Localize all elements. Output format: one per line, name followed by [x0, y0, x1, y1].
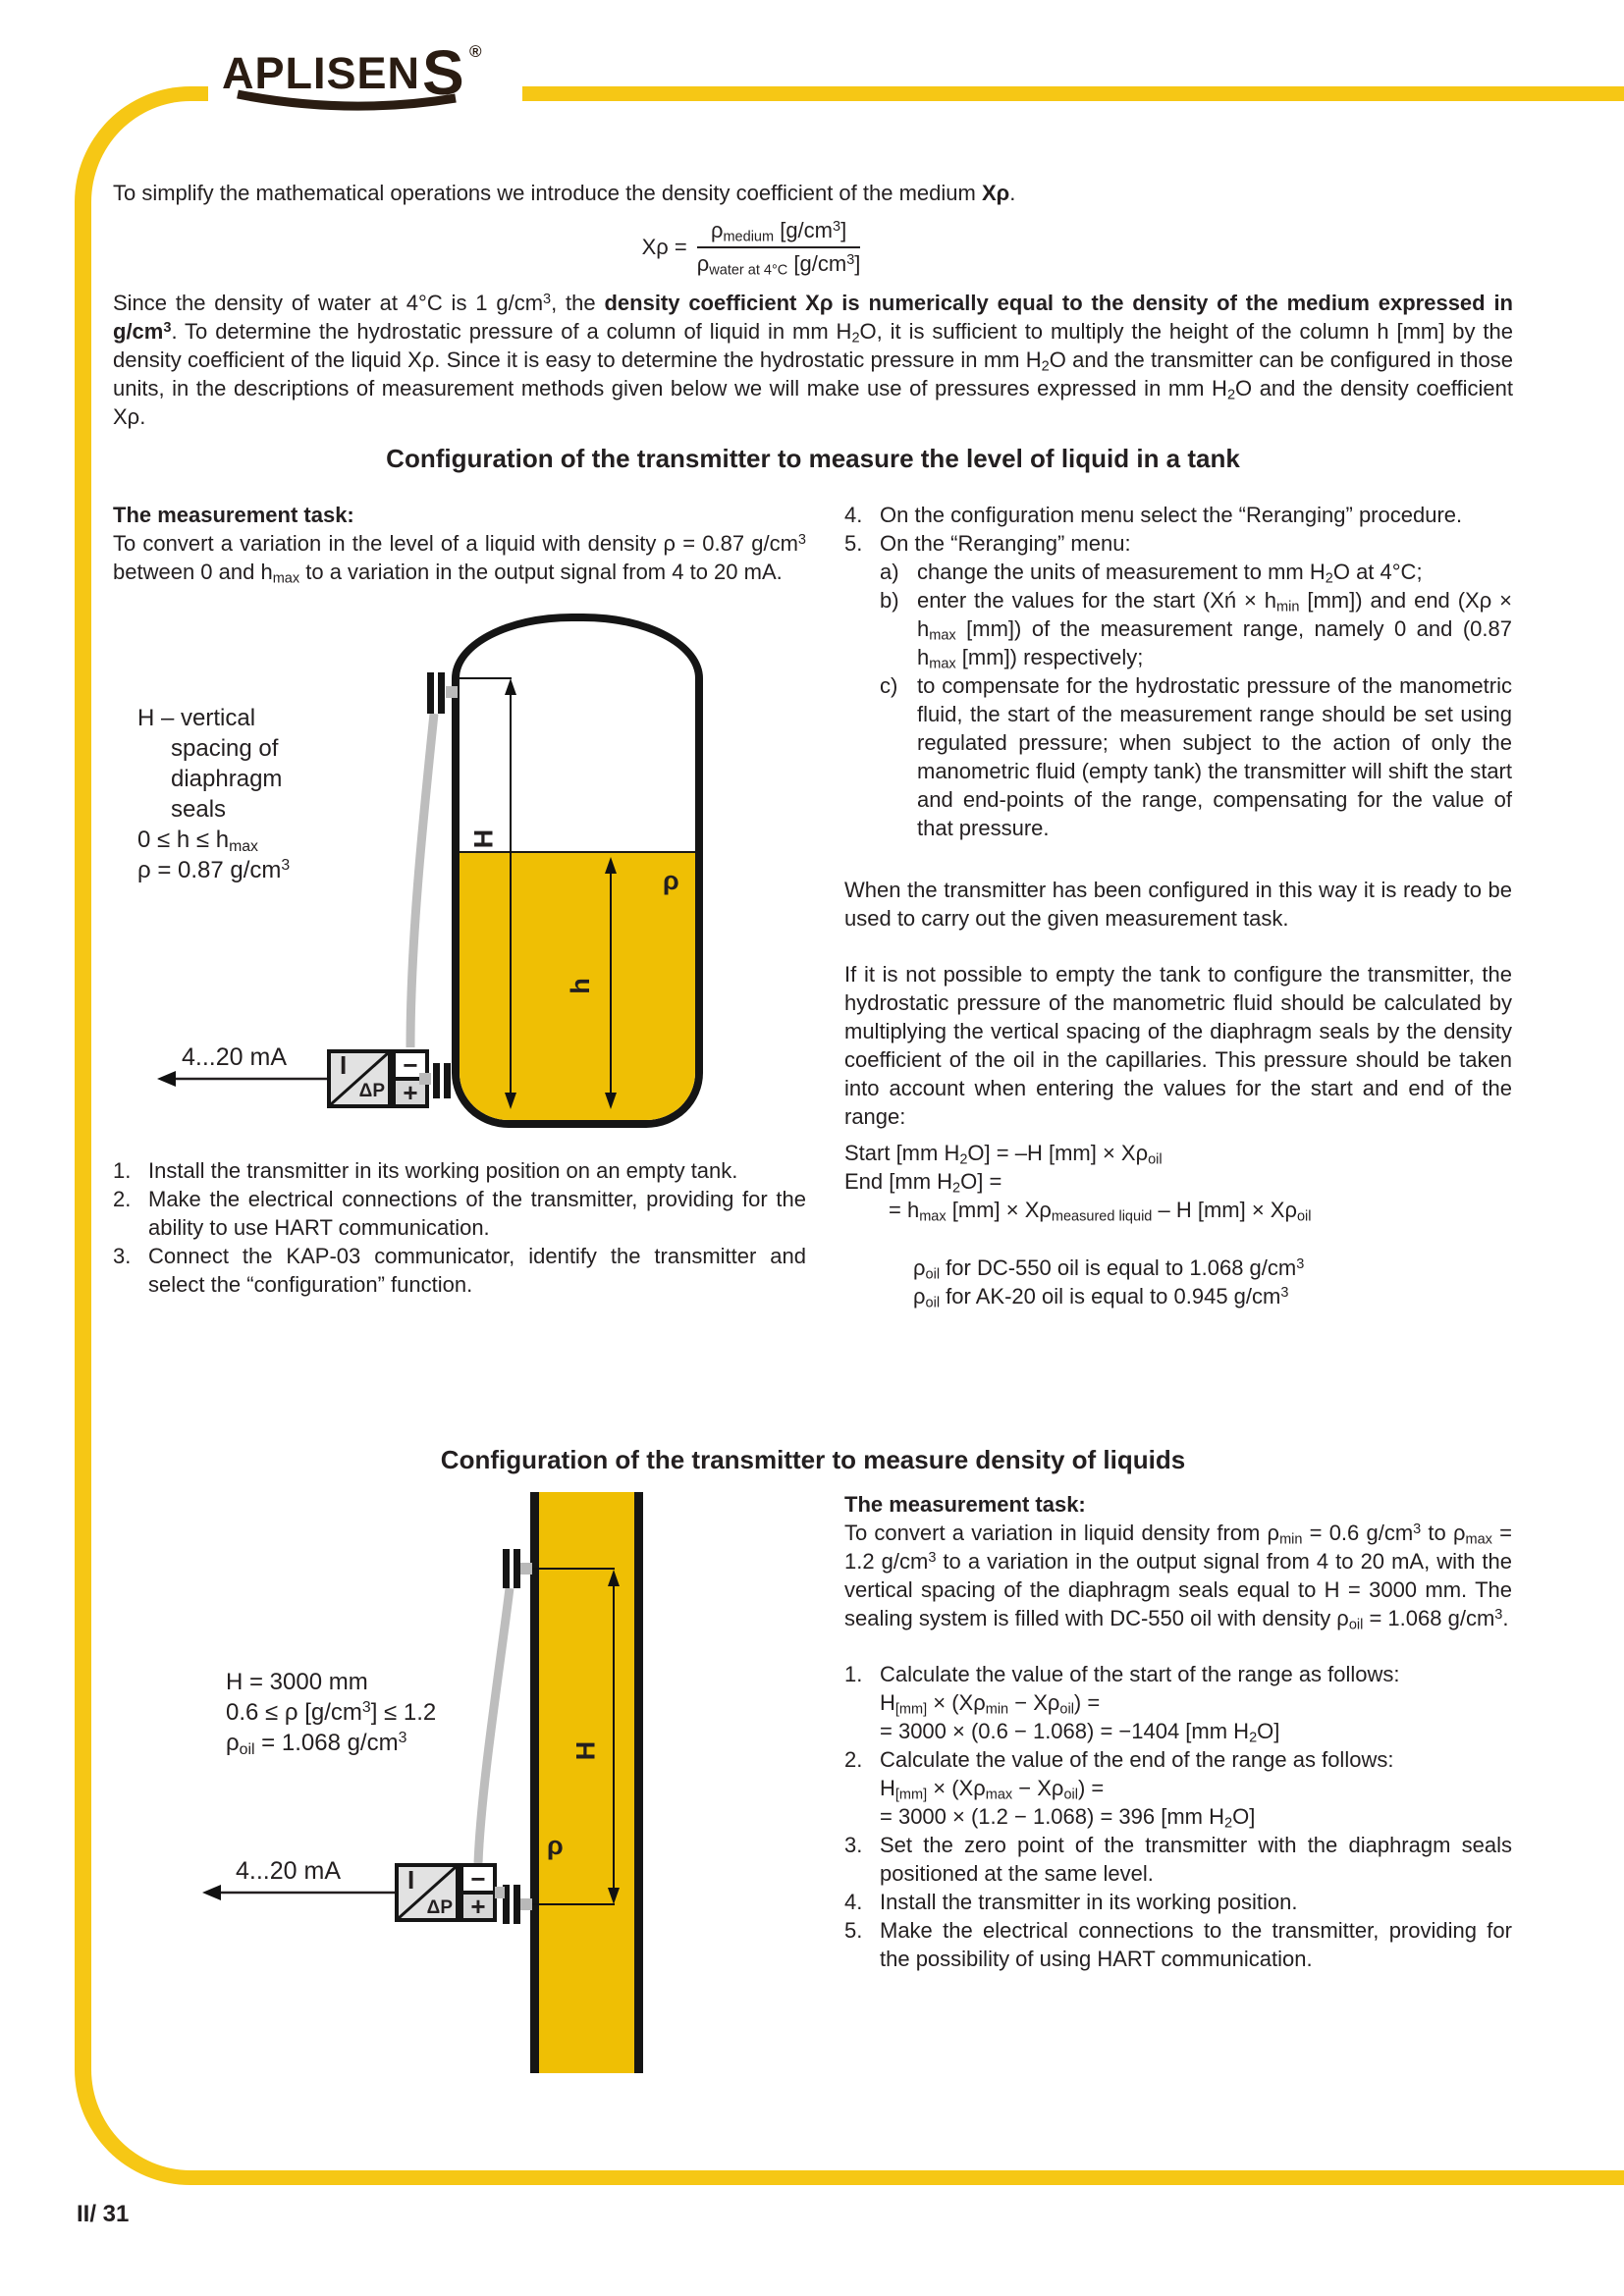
flange-stub — [520, 1563, 532, 1575]
flange-stub — [446, 686, 458, 698]
note-line: H – vertical — [137, 705, 256, 731]
item-text: Install the transmitter in its working position. — [880, 1890, 1298, 1914]
task-label: The measurement task: — [844, 1492, 1086, 1517]
dimension-H-label: H — [570, 1740, 601, 1761]
transmitter-current-label: I — [407, 1865, 415, 1895]
oil-density-label: $\rho_{oil} = 1.068$ $g/cm^3$ — [226, 1730, 407, 1758]
item-text: On the configuration menu select the “Reranging” procedure. — [880, 503, 1463, 527]
item-number: 1. — [113, 1158, 132, 1183]
lower-seal-flange-icon — [514, 1885, 520, 1924]
plus-port — [463, 1891, 493, 1921]
transmitter-symbol — [395, 1863, 460, 1922]
minus-sign: − — [470, 1863, 486, 1894]
logo-text: APLISEN — [222, 48, 421, 98]
section1-left-column — [113, 501, 806, 1299]
density-diagram-lines — [113, 1492, 806, 2106]
density-rho-label: ρ — [663, 866, 679, 895]
item-text: Calculate the value of the start of the range as follows: $H_{[mm]} \times (X\rho_{min} - X\rho_{oil})$ = = 3000 × (0.6 − 1.068) = −1404 [mm $H_2O$] — [880, 1662, 1400, 1746]
capillary-tube — [410, 714, 434, 1047]
paragraph-not-possible: If it is not possible to empty the tank to configure the transmitter, the hydrostatic pressure of the manometric fluid should be calculated by multiplying the vertical spacing of the diaphragm seals by the density coefficient of the oil in the capillaries. This pressure should be taken into account when entering the values for the start and end of the range: — [844, 962, 1512, 1129]
section1-heading: Configuration of the transmitter to measure the level of liquid in a tank — [386, 444, 1240, 473]
dimension-H-label: H — [468, 828, 499, 849]
steps-1-5 — [844, 1660, 1512, 1973]
note-line: seals — [171, 796, 227, 823]
task-text: To convert a variation in liquid density from $\rho_{min} = 0.6$ $g/cm^3$ to $\rho_{max} = 1.2$ $g/cm^3$ to a variation in the output signal from 4 to 20 mA, with the vertical spacing of the diaphragm seals equal to H = 3000 mm. The sealing system is filled with DC-550 oil with density $\rho_{oil} = 1.068$ $g/cm^3$. — [844, 1521, 1512, 1633]
transmitter-current-label: I — [340, 1050, 348, 1080]
flange-stub — [495, 1887, 505, 1898]
end-formula-line1: End [mm $H_2O$] = — [844, 1169, 1002, 1197]
task-text: To convert a variation in the level of a liquid with density ρ = 0.87 $g/cm^3$ between 0 and $h_{max}$ to a variation in the output signal from 4 to 20 mA. — [113, 531, 806, 587]
diagram-note — [226, 1667, 436, 1758]
task-label: The measurement task: — [113, 503, 354, 527]
note-line: spacing of — [171, 735, 279, 762]
item-text: Make the electrical connections to the transmitter, providing for the possibility of using HART communication. — [880, 1918, 1512, 1971]
item-number: 5. — [844, 531, 863, 556]
flange-stub — [520, 1898, 532, 1910]
start-formula: Start [mm $H_2O] = -H$ $[mm] \times X\rho_{oil}$ — [844, 1141, 1163, 1168]
density-diagram — [113, 1492, 806, 2106]
oil-density-ak20: $\rho_{oil}$ for AK-20 oil is equal to 0.945 $g/cm^3$ — [913, 1284, 1289, 1311]
list-item — [844, 1745, 1512, 1831]
H-value-label: H = 3000 mm — [226, 1669, 368, 1695]
density-explanation-paragraph: Since the density of water at 4°C is 1 $g/cm^3$, the density coefficient Xρ is numerically equal to the density of the medium expressed in $g/cm^3$. To determine the hydrostatic pressure of a column of liquid in mm $H_2O$, it is sufficient to multiply the height of the column h [mm] by the density coefficient of the liquid Xρ. Since it is easy to determine the hydrostatic pressure in mm $H_2O$ and the transmitter can be configured in those units, in the descriptions of measurement methods given below we will make use of pressures expressed in mm $H_2O$ and the density coefficient Xρ. — [113, 291, 1513, 429]
item-letter: c) — [880, 673, 898, 698]
list-item — [113, 1242, 806, 1299]
transmitter-dp-label: ΔP — [426, 1897, 453, 1918]
item-number: 5. — [844, 1918, 863, 1943]
section2-right-column — [844, 1490, 1512, 1973]
list-item — [844, 529, 1512, 558]
dimension-h-label: h — [565, 978, 595, 994]
density-value-label: ρ = 0.87 $g/cm^3$ — [137, 857, 291, 883]
item-text: Connect the KAP-03 communicator, identify the transmitter and select the “configuration” function. — [148, 1244, 806, 1297]
minus-sign: − — [403, 1049, 418, 1080]
item-letter: b) — [880, 588, 899, 613]
seal-flange-icon — [427, 672, 434, 714]
signal-label: 4...20 mA — [236, 1857, 341, 1885]
item-text: Set the zero point of the transmitter with the diaphragm seals positioned at the same level. — [880, 1833, 1512, 1886]
formula-fraction — [697, 218, 861, 277]
logo-text-s: S — [422, 37, 464, 108]
formula-numerator: $\rho_{medium}$ $[g/cm^3]$ — [697, 218, 861, 248]
item-number: 3. — [844, 1833, 863, 1857]
list-item — [113, 1185, 806, 1242]
sub-item — [880, 558, 1512, 586]
item-text: to compensate for the hydrostatic pressure of the manometric fluid, the start of the measurement range should be set using regulated pressure; when subject to the action of only the manometric fluid (empty tank) the transmitter will shift the start and end-points of the range, compensating for the value of that pressure. — [917, 673, 1512, 840]
upper-seal-flange-icon — [514, 1549, 520, 1588]
tank-diagram — [113, 594, 806, 1148]
steps-1-3 — [113, 1156, 806, 1299]
item-number: 4. — [844, 503, 863, 527]
item-text: enter the values for the start (Xń × $h_{min}$ [mm]) and end ($X\rho \times h_{max}$ [mm]) of the measurement range, namely 0 and (0.87 $h_{max}$ [mm]) respectively; — [917, 588, 1512, 672]
list-item — [844, 1888, 1512, 1916]
signal-arrowhead — [157, 1071, 176, 1087]
item-number: 2. — [844, 1747, 863, 1772]
formula-denominator: $\rho_{water at 4^\circ C}$ $[g/cm^3]$ — [696, 251, 861, 279]
intro-paragraph: To simplify the mathematical operations we introduce the density coefficient of the medium Xρ. — [113, 181, 1016, 205]
oil-density-dc550: $\rho_{oil}$ for DC-550 oil is equal to 1.068 $g/cm^3$ — [913, 1255, 1305, 1283]
capillary-tube — [478, 1588, 510, 1863]
seal-flange-icon — [438, 672, 445, 714]
section2-heading: Configuration of the transmitter to measure density of liquids — [440, 1445, 1186, 1474]
level-range-label: $0 \le h \le h_{max}$ — [137, 827, 258, 855]
item-number: 4. — [844, 1890, 863, 1914]
formula-lhs: Xρ = — [641, 235, 687, 259]
item-number: 1. — [844, 1662, 863, 1686]
list-item — [113, 1156, 806, 1185]
plus-sign: + — [403, 1077, 418, 1107]
flange-stub — [419, 1073, 431, 1085]
item-text: Make the electrical connections of the transmitter, providing for the ability to use HART communication. — [148, 1187, 806, 1240]
end-formula-line2: = $h_{max}$ $[mm] \times X\rho_{measured liquid} - H$ $[mm] \times X\rho_{oil}$ — [889, 1198, 1312, 1225]
sub-item — [880, 586, 1512, 671]
list-item — [844, 1831, 1512, 1888]
item-text: change the units of measurement to mm $H_2O$ at 4°C; — [917, 560, 1423, 587]
diagram-note — [137, 703, 290, 885]
list-item — [844, 501, 1512, 529]
density-rho-label: ρ — [547, 1831, 564, 1860]
liquid-column — [530, 1492, 643, 2073]
item-number: 3. — [113, 1244, 132, 1268]
list-item — [844, 1916, 1512, 1973]
upper-seal-flange-icon — [503, 1549, 510, 1588]
plus-sign: + — [470, 1891, 486, 1921]
density-range-label: 0.6 ≤ ρ $[g/cm^3] \le 1.2$ — [226, 1699, 437, 1726]
process-flange-icon — [433, 1063, 440, 1098]
item-text: Calculate the value of the end of the range as follows: $H_{[mm]} \times (X\rho_{max} - X\rho_{oil})$ = = 3000 × (1.2 − 1.068) = 396 [mm $H_2O$] — [880, 1747, 1394, 1832]
aplisens-logo — [210, 31, 505, 118]
transmitter-symbol — [327, 1049, 392, 1108]
density-coefficient-formula — [113, 218, 1389, 277]
registered-mark: ® — [469, 42, 482, 61]
transmitter-ports — [460, 1863, 497, 1922]
process-flange-icon — [444, 1063, 451, 1098]
item-letter: a) — [880, 560, 899, 584]
sub-item — [880, 671, 1512, 842]
item-text: On the “Reranging” menu: — [880, 531, 1131, 556]
item-number: 2. — [113, 1187, 132, 1211]
section1-right-column — [844, 501, 1512, 1310]
signal-label: 4...20 mA — [182, 1043, 287, 1071]
note-line: diaphragm — [171, 766, 283, 792]
paragraph-configured: When the transmitter has been configured in this way it is ready to be used to carry out the given measurement task. — [844, 878, 1512, 931]
page-number: II/ 31 — [77, 2201, 130, 2227]
signal-arrowhead — [202, 1885, 221, 1900]
item-text: Install the transmitter in its working position on an empty tank. — [148, 1158, 738, 1183]
transmitter-dp-label: ΔP — [358, 1081, 385, 1101]
list-item — [844, 1660, 1512, 1745]
